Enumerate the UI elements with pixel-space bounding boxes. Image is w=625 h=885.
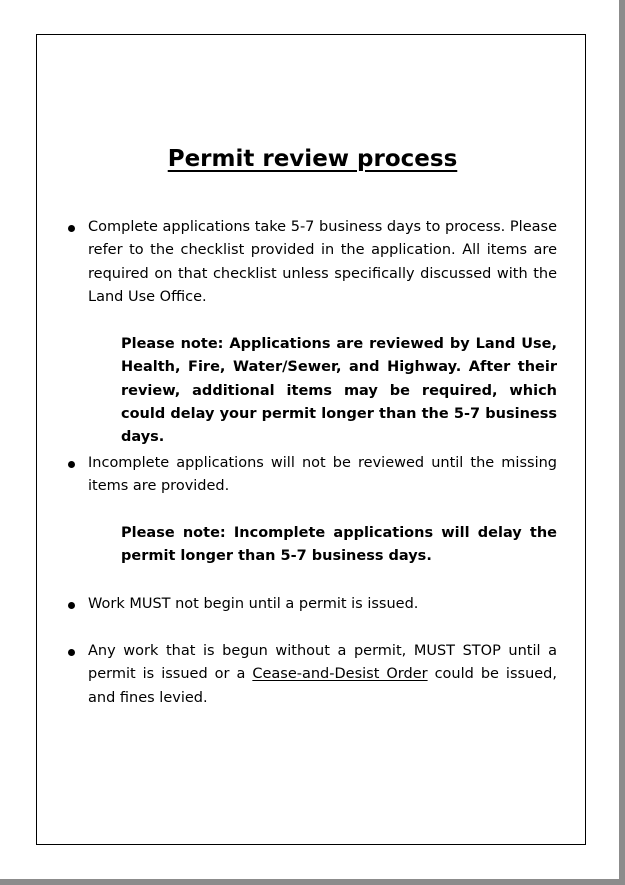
page-shadow-right bbox=[619, 0, 625, 885]
bullet-icon bbox=[68, 225, 75, 232]
bullet-incomplete-applications: Incomplete applications will not be reviewed until the missing items are provided. bbox=[88, 455, 557, 495]
bullet-icon bbox=[68, 461, 75, 468]
note-review-departments: Please note: Applications are reviewed by Land Use, Health, Fire, Water/Sewer, and Highway. After their review, additional items may be required, which could delay your permit longer than the 5-7 business days. bbox=[121, 336, 557, 446]
bullet-work-without-permit bbox=[88, 640, 557, 710]
page-shadow-bottom bbox=[0, 879, 625, 885]
bullet-complete-applications: Complete applications take 5-7 business days to process. Please refer to the checklist provided in the application. All items are required on that checklist unless specifically discussed with the Land Use Office. bbox=[88, 219, 557, 305]
document-title-text: Permit review process bbox=[167, 146, 458, 172]
bullet-text-part: could be issued, and fines levied. bbox=[88, 666, 557, 706]
cease-and-desist-order-link[interactable]: Cease-and-Desist Order bbox=[252, 666, 428, 683]
bullet-icon bbox=[68, 649, 75, 656]
note-incomplete-delay: Please note: Incomplete applications will delay the permit longer than 5-7 business days. bbox=[121, 525, 557, 565]
bullet-icon bbox=[68, 602, 75, 609]
document-title bbox=[0, 142, 625, 176]
bullet-text-part: Any work that is begun without a permit, MUST STOP until a permit is issued or a bbox=[88, 643, 557, 683]
bullet-work-must-not-begin: Work MUST not begin until a permit is issued. bbox=[88, 596, 419, 612]
